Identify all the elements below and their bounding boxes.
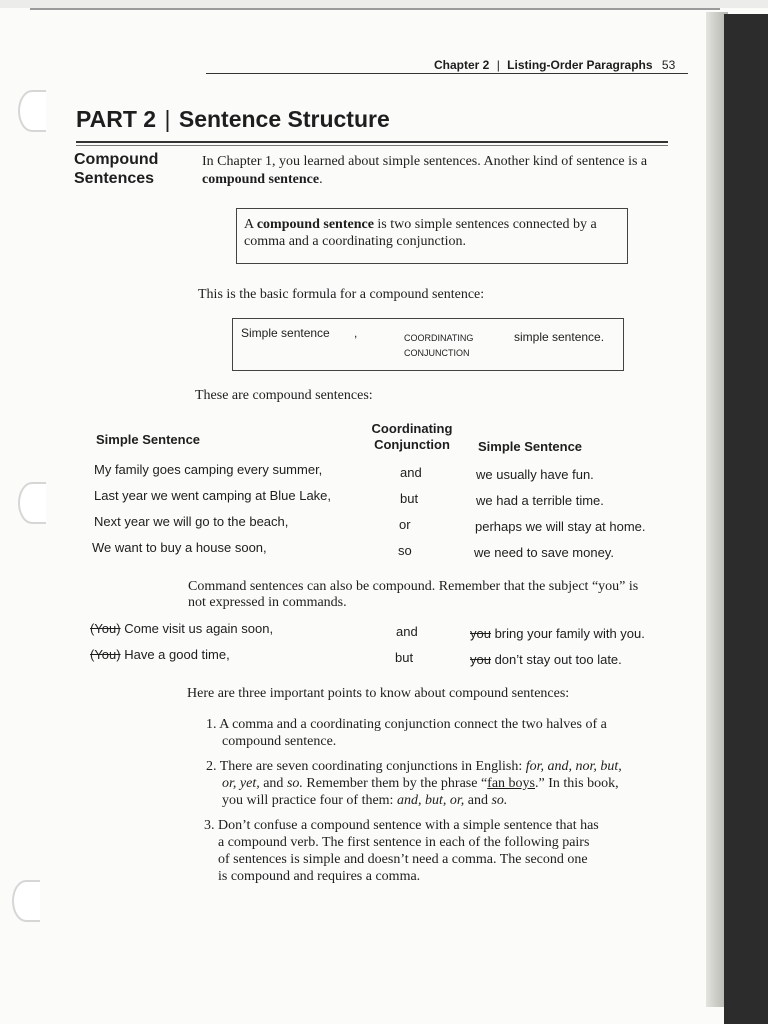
point-3-line1 (204, 817, 599, 834)
header-separator: | (496, 58, 500, 72)
binder-hole-middle (18, 482, 46, 524)
binder-hole-top (18, 90, 46, 132)
command-row-1-strike-you: you (470, 626, 491, 641)
side-heading (74, 150, 158, 188)
definition-term: compound sentence (256, 217, 374, 232)
command-row-1-right (470, 626, 645, 641)
side-heading-line2: Sentences (74, 170, 155, 187)
table-row-2-conj: but (400, 491, 419, 506)
point-3-line3: of sentences is simple and doesn’t need a comma. The second one (218, 852, 588, 867)
definition-text (244, 216, 597, 250)
table-row-1-left: My family goes camping every summer, (94, 462, 323, 477)
formula-intro: This is the basic formula for a compound sentence: (198, 287, 485, 302)
point-3-line4: is compound and requires a comma. (218, 869, 421, 884)
definition-pre: A (244, 217, 257, 232)
point-2-line3-em: and, but, or, (396, 793, 465, 808)
point-1-text: A comma and a coordinating conjunction connect the two halves of a (219, 717, 607, 732)
header-chapter: Chapter 2 (434, 58, 490, 72)
point-2-number: 2. (206, 759, 217, 774)
command-row-1-conj: and (396, 624, 418, 639)
command-row-2-conj: but (395, 650, 414, 665)
binder-hole-bottom (12, 880, 40, 922)
part-heading (76, 106, 390, 133)
point-2-fan-boys: fan boys (487, 776, 535, 791)
table-row-4-conj: so (398, 543, 412, 558)
point-2-line3-em2: so. (491, 793, 508, 808)
command-note-line1: Command sentences can also be compound. Remember that the subject “you” is (188, 579, 639, 594)
point-2-line1-em: for, and, nor, but, (525, 759, 622, 774)
table-row-4-right: we need to save money. (474, 545, 614, 560)
point-1 (206, 716, 607, 750)
header-rule (206, 73, 688, 74)
intro-term: compound sentence (202, 172, 320, 187)
point-3-number: 3. (204, 818, 215, 833)
point-2-line3 (206, 792, 622, 809)
point-2-line2 (206, 775, 622, 792)
examples-intro: These are compound sentences: (195, 388, 373, 403)
point-1-number: 1. (206, 717, 217, 732)
command-row-2-left (90, 647, 230, 662)
side-heading-line1: Compound (74, 151, 159, 168)
formula-conj-line1: COORDINATING (404, 333, 474, 343)
point-2-line3-pre: you will practice four of them: (222, 793, 397, 808)
command-row-2-strike-you: you (470, 652, 491, 667)
table-header-col2-line1: Coordinating (371, 421, 453, 436)
intro-line2 (202, 171, 647, 189)
point-3-text: Don’t confuse a compound sentence with a simple sentence that has (218, 818, 599, 833)
scan-dark-margin (724, 14, 768, 1024)
intro-line1: In Chapter 1, you learned about simple sentences. Another kind of sentence is a (202, 154, 648, 169)
command-row-2-right-text: don’t stay out too late. (490, 652, 622, 667)
running-header (434, 58, 675, 72)
command-row-2-text: Have a good time, (120, 647, 230, 662)
point-2-line1 (206, 758, 622, 775)
part-rule (76, 141, 668, 143)
scan-top-band (0, 0, 768, 8)
part-title: Sentence Structure (178, 106, 390, 132)
command-note-line2: not expressed in commands. (188, 595, 347, 610)
definition-line2: comma and a coordinating conjunction. (244, 234, 466, 249)
point-1-line1 (206, 716, 607, 733)
formula-part1: Simple sentence (241, 326, 330, 340)
points-intro: Here are three important points to know about compound sentences: (187, 686, 570, 701)
part-rule-thin (76, 145, 668, 146)
part-label: PART 2 (76, 106, 157, 132)
command-row-2-strike: (You) (90, 647, 121, 662)
table-row-2-left: Last year we went camping at Blue Lake, (94, 488, 332, 503)
page-top-edge (30, 8, 720, 10)
command-row-1-right-text: bring your family with you. (490, 626, 645, 641)
command-row-1-text: Come visit us again soon, (120, 621, 274, 636)
point-2 (206, 758, 622, 809)
table-header-col2 (364, 421, 460, 453)
table-row-2-right: we had a terrible time. (476, 493, 604, 508)
table-row-1-right: we usually have fun. (476, 467, 594, 482)
point-2-line2-em2: so. (286, 776, 303, 791)
point-2-line2-post: Remember them by the phrase “ (302, 776, 488, 791)
table-header-col1: Simple Sentence (96, 432, 201, 447)
point-1-line2: compound sentence. (222, 734, 337, 749)
definition-line1 (244, 216, 597, 233)
part-separator: | (164, 106, 171, 132)
table-header-col2-line2: Conjunction (374, 437, 450, 452)
page-number: 53 (661, 58, 676, 72)
table-row-3-left: Next year we will go to the beach, (94, 514, 289, 529)
formula-part2 (404, 331, 473, 361)
command-note (188, 579, 638, 611)
formula-comma: , (354, 326, 358, 340)
command-row-2-right (470, 652, 622, 667)
point-2-line3-mid: and (464, 793, 492, 808)
point-3-line2: a compound verb. The first sentence in each of the following pairs (218, 835, 590, 850)
command-row-1-left (90, 621, 273, 636)
point-3 (204, 817, 599, 885)
table-row-4-left: We want to buy a house soon, (92, 540, 267, 555)
table-row-3-conj: or (399, 517, 411, 532)
table-row-1-conj: and (400, 465, 422, 480)
definition-post: is two simple sentences connected by a (373, 217, 597, 232)
point-2-line2-em1: or, yet, (222, 776, 260, 791)
command-row-1-strike: (You) (90, 621, 121, 636)
table-header-col3: Simple Sentence (478, 439, 583, 454)
point-2-line2-mid: and (259, 776, 287, 791)
formula-conj-line2: CONJUNCTION (404, 348, 470, 358)
intro-paragraph (202, 153, 647, 189)
header-title: Listing-Order Paragraphs (507, 58, 653, 72)
table-row-3-right: perhaps we will stay at home. (475, 519, 646, 534)
intro-period: . (319, 172, 323, 187)
point-2-line2-end: .” In this book, (535, 776, 619, 791)
formula-part3: simple sentence. (514, 330, 605, 344)
point-2-line1-pre: There are seven coordinating conjunctions in English: (219, 759, 526, 774)
